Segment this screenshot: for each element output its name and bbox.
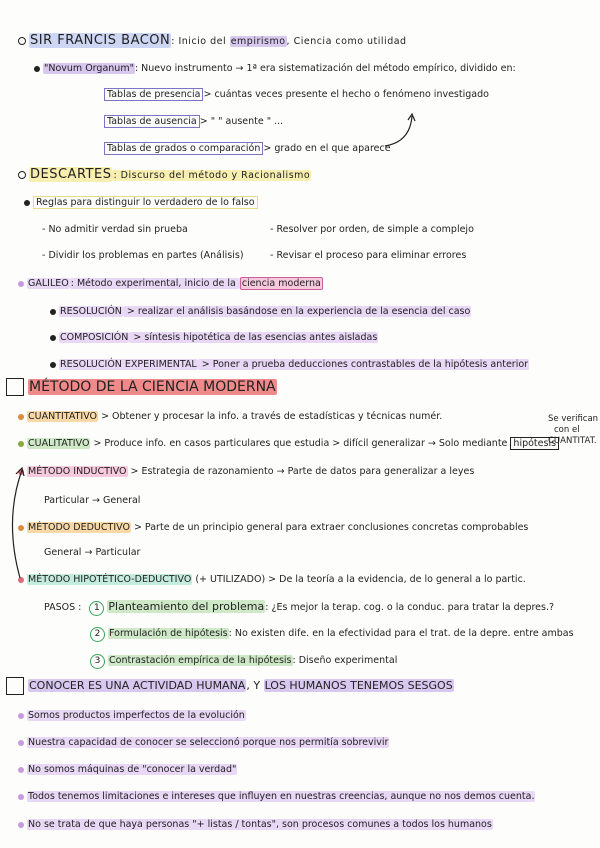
resolucion-label: RESOLUCIÓN — [60, 306, 122, 317]
bacon-title: SIR FRANCIS BACON — [30, 33, 171, 48]
novum-line — [34, 62, 516, 76]
paso-3 — [90, 654, 397, 669]
paso-2-desc: : No existen dife. en la efectividad para el trat. de la depre. entre ambas — [228, 628, 574, 639]
pasos-label: PASOS : — [44, 602, 82, 613]
cuali-label: CUALITATIVO — [28, 438, 90, 449]
conocer-title-c: LOS HUMANOS TENEMOS SESGOS — [264, 679, 453, 692]
cuanti-desc: > Obtener y procesar la info. a través de estadísticas y técnicas numér. — [98, 411, 443, 422]
deductivo-desc: > Parte de un principio general para extraer conclusiones concretas comprobables — [130, 522, 529, 533]
bullet-icon — [18, 171, 26, 179]
cuali-line — [18, 437, 559, 451]
conocer-title-a: CONOCER ES UNA ACTIVIDAD HUMANA — [29, 679, 246, 692]
descartes-line — [18, 168, 311, 183]
bullet-icon — [24, 200, 30, 206]
note-line-1: Se verifican — [548, 414, 599, 424]
deductivo-sub: General → Particular — [44, 547, 141, 558]
regla-2: - Resolver por orden, de simple a complejo — [270, 224, 474, 235]
galileo-line — [18, 277, 323, 291]
paso-1 — [44, 600, 554, 616]
tabla-grados — [104, 142, 391, 156]
resolucion-exp-desc: > Poner a prueba deducciones contrastables de la hipótesis anterior — [198, 359, 529, 370]
tabla-presencia-label: Tablas de presencia — [104, 88, 203, 101]
conocer-bullet-3 — [18, 763, 237, 777]
conocer-title-b: , Y — [246, 679, 264, 692]
inductivo-line — [18, 465, 474, 479]
cuanti-line — [18, 410, 442, 424]
paso-2-label: Formulación de hipótesis — [109, 628, 228, 639]
tabla-ausencia-label: Tablas de ausencia — [104, 115, 200, 128]
descartes-title: DESCARTES — [30, 167, 112, 182]
paso-1-desc: : ¿Es mejor la terap. cog. o la conduc. para tratar la depres.? — [265, 602, 555, 613]
bullet-icon — [18, 281, 24, 287]
conocer-bullet-2 — [18, 736, 389, 750]
regla-1: - No admitir verdad sin prueba — [42, 224, 188, 235]
bracket-arrow-icon — [0, 460, 30, 590]
tabla-presencia — [104, 88, 489, 102]
hd-desc: (+ UTILIZADO) > De la teoría a la evidencia, de lo general a lo partic. — [192, 574, 526, 585]
cuali-desc: > Produce info. en casos particulares que estudia > difícil generalizar → Solo mediante — [90, 438, 511, 449]
conocer-bullet-5-text: No se trata de que haya personas "+ listas / tontas", son procesos comunes a todos los humanos — [28, 819, 492, 830]
bullet-icon — [18, 37, 26, 45]
bacon-desc-a: : Inicio del — [171, 36, 230, 47]
novum-title: "Novum Organum" — [44, 63, 134, 74]
curved-arrow-icon — [380, 110, 420, 150]
tabla-grados-desc: > grado en el que aparece — [263, 143, 391, 154]
step-2-icon: 2 — [90, 627, 105, 642]
paso-1-label: Planteamiento del problema — [108, 600, 265, 613]
bullet-icon — [18, 794, 24, 800]
step-1-icon: 1 — [89, 601, 104, 616]
reglas-label: Reglas para distinguir lo verdadero de lo falso — [33, 196, 258, 209]
conocer-heading — [6, 676, 454, 696]
ciencia-moderna: ciencia moderna — [241, 278, 321, 289]
conocer-bullet-4-text: Todos tenemos limitaciones e intereses que influyen en nuestras creencias, aunque no nos demos cuenta. — [28, 791, 535, 802]
metodo-heading — [6, 377, 277, 397]
bacon-line — [18, 34, 407, 49]
bullet-icon — [18, 740, 24, 746]
tabla-ausencia-desc: > " " ausente " ... — [199, 116, 284, 127]
note-line-3: CUANTITAT. — [548, 436, 597, 446]
conocer-bullet-1-text: Somos productos imperfectos de la evolución — [28, 710, 245, 721]
composicion-label: COMPOSICIÓN — [60, 332, 129, 343]
regla-3: - Dividir los problemas en partes (Análisis) — [42, 250, 244, 261]
cuanti-label: CUANTITATIVO — [28, 411, 98, 422]
conocer-bullet-3-text: No somos máquinas de "conocer la verdad" — [28, 764, 237, 775]
checkbox-icon — [6, 677, 24, 695]
bullet-icon — [18, 767, 24, 773]
inductivo-sub: Particular → General — [44, 495, 141, 506]
inductivo-label: MÉTODO INDUCTIVO — [28, 466, 127, 477]
checkbox-icon — [6, 378, 24, 396]
note-line-2: con el — [554, 425, 580, 435]
descartes-desc: : Discurso del método y Racionalismo — [113, 170, 311, 181]
hd-label: MÉTODO HIPOTÉTICO-DEDUCTIVO — [28, 574, 192, 585]
reglas-line — [24, 196, 258, 210]
conocer-bullet-5 — [18, 818, 493, 832]
bullet-icon — [34, 66, 40, 72]
bullet-icon — [50, 309, 56, 315]
conocer-bullet-1 — [18, 709, 246, 723]
novum-desc: : Nuevo instrumento → 1ª era sistematización del método empírico, dividido en: — [134, 63, 516, 74]
tabla-presencia-desc: > cuántas veces presente el hecho o fenómeno investigado — [203, 89, 489, 100]
conocer-bullet-4 — [18, 790, 535, 804]
step-3-icon: 3 — [90, 654, 105, 669]
tabla-ausencia — [104, 115, 283, 129]
resolucion-exp-line — [50, 358, 529, 372]
deductivo-line — [18, 521, 528, 535]
galileo-desc: : Método experimental, inicio de la — [70, 278, 239, 289]
hipotesis-box: hipótesis — [510, 437, 559, 450]
empirismo: empirismo — [230, 36, 286, 47]
resolucion-line — [50, 305, 471, 319]
bacon-desc-b: , Ciencia como utilidad — [286, 36, 407, 47]
bullet-icon — [18, 713, 24, 719]
composicion-desc: > síntesis hipotética de las esencias antes aisladas — [130, 332, 378, 343]
bullet-icon — [18, 414, 24, 420]
metodo-title: MÉTODO DE LA CIENCIA MODERNA — [29, 379, 276, 395]
inductivo-desc: > Estrategia de razonamiento → Parte de datos para generalizar a leyes — [127, 466, 475, 477]
bullet-icon — [50, 362, 56, 368]
composicion-line — [50, 331, 378, 345]
bullet-icon — [50, 335, 56, 341]
paso-2 — [90, 627, 574, 642]
resolucion-desc: > realizar el análisis basándose en la experiencia de la esencia del caso — [123, 306, 471, 317]
bullet-icon — [18, 441, 24, 447]
deductivo-label: MÉTODO DEDUCTIVO — [28, 522, 130, 533]
resolucion-exp-label: RESOLUCIÓN EXPERIMENTAL — [60, 359, 197, 370]
conocer-bullet-2-text: Nuestra capacidad de conocer se seleccionó porque nos permitía sobrevivir — [28, 737, 389, 748]
galileo-title: GALILEO — [28, 278, 69, 289]
paso-3-desc: : Diseño experimental — [292, 655, 398, 666]
regla-4: - Revisar el proceso para eliminar errores — [270, 250, 467, 261]
paso-3-label: Contrastación empírica de la hipótesis — [109, 655, 292, 666]
hd-line — [18, 573, 526, 587]
bullet-icon — [18, 822, 24, 828]
tabla-grados-label: Tablas de grados o comparación — [104, 142, 263, 155]
